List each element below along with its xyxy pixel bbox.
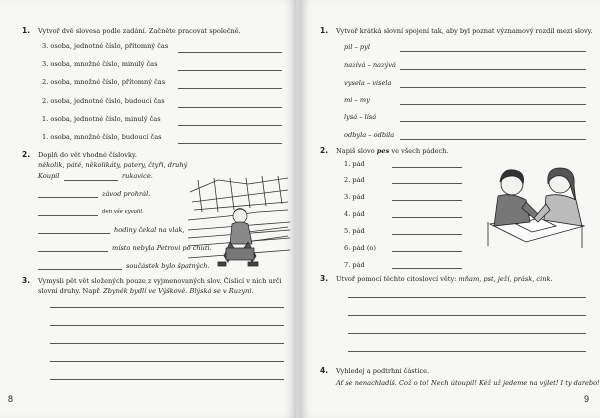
answer-line[interactable] [392, 183, 462, 184]
answer-line[interactable] [64, 180, 118, 181]
answer-line[interactable] [400, 51, 586, 52]
case-1: 1. pád [344, 160, 365, 168]
answer-line[interactable] [400, 121, 586, 122]
ex3-words: mňam, pst, ježí, prásk, cink. [458, 275, 553, 283]
answer-line[interactable] [400, 104, 586, 105]
case-2: 2. pád [344, 176, 365, 184]
right-page [300, 0, 600, 418]
answer-line[interactable] [348, 333, 586, 334]
answer-line[interactable] [178, 52, 282, 53]
answer-line[interactable] [348, 351, 586, 352]
answer-line[interactable] [392, 234, 462, 235]
ex1-item-5: 1. osoba, jednotné číslo, minulý čas [42, 115, 161, 123]
word-pair-6: odbyla – odbila [344, 131, 395, 139]
left-page [0, 0, 296, 418]
ex3-instruction-prefix: Utvoř pomocí těchto citoslovcí věty: [336, 275, 457, 283]
right-exercise-4-instruction: Vyhledej a podtrhni částice. [336, 367, 430, 375]
answer-line[interactable] [50, 307, 284, 308]
answer-line[interactable] [38, 197, 98, 198]
answer-line[interactable] [178, 70, 282, 71]
answer-line[interactable] [392, 167, 462, 168]
ex1-item-4: 2. osoba, jednotné číslo, budoucí čas [42, 97, 165, 105]
answer-line[interactable] [392, 200, 462, 201]
answer-line[interactable] [400, 87, 586, 88]
answer-line[interactable] [392, 268, 462, 269]
exercise-2-instruction: Doplň do vět vhodné číslovky. [38, 151, 137, 159]
ex2-sentence-3: den vše vyvolil. [102, 209, 144, 215]
right-exercise-4-text: Ať se nenachladíš. Což o to! Nech útoupil! Kéž už jedeme na výlet! I ty darebo! [336, 379, 600, 387]
answer-line[interactable] [392, 251, 462, 252]
page-number-left: 8 [8, 394, 14, 404]
case-3: 3. pád [344, 193, 365, 201]
exercise-3-instruction-line-2 [38, 287, 254, 295]
exercise-3-example: Zbyněk bydlí ve Výškově. Blýská se v Ruzyni. [103, 287, 254, 295]
answer-line[interactable] [400, 139, 586, 140]
right-exercise-3-number: 3. [320, 274, 329, 283]
case-5: 5. pád [344, 227, 365, 235]
page-number-right: 9 [584, 394, 590, 404]
ex2-sentence-6: součástek bylo špatných. [126, 262, 210, 270]
right-exercise-4-number: 4. [320, 366, 329, 375]
answer-line[interactable] [38, 251, 108, 252]
answer-line[interactable] [50, 325, 284, 326]
ex1-item-1: 3. osoba, jednotné číslo, přítomný čas [42, 42, 169, 50]
exercise-1-instruction: Vytvoř dvě slovesa podle zadání. Začněte pracovat společně. [38, 27, 241, 35]
case-6: 6. pád (o) [344, 244, 376, 252]
answer-line[interactable] [178, 125, 282, 126]
answer-line[interactable] [50, 361, 284, 362]
word-pair-3: vysela – visela [344, 79, 392, 87]
children-writing-illustration [486, 162, 586, 248]
word-pair-1: pil – pyl [344, 43, 370, 51]
ex1-item-6: 1. osoba, množné číslo, budoucí čas [42, 133, 162, 141]
ex2-instruction-prefix: Napiš slovo [336, 147, 375, 155]
answer-line[interactable] [178, 143, 282, 144]
ex2-sentence-5: místo nebyla Petrovi po chuti. [112, 244, 212, 252]
ex1-item-3: 2. osoba, množné číslo, přítomný čas [42, 78, 166, 86]
exercise-2-options: několik, páté, několikáty, patery, čtyři, druhý [38, 161, 188, 169]
ex2-sentence-4: hodiny čekal na vlak, [114, 226, 185, 234]
answer-line[interactable] [178, 88, 282, 89]
answer-line[interactable] [38, 215, 98, 216]
answer-line[interactable] [178, 107, 282, 108]
exercise-3-instruction-line-1: Vymysli pět vět složených pouze z vyjmenovaných slov. Číslicí v nich urči [38, 277, 282, 285]
ex2-sentence-start: Koupil [38, 172, 60, 180]
ex2-sentence-2: závod prohrál. [102, 190, 151, 198]
exercise-1-number: 1. [22, 26, 31, 35]
right-exercise-2-number: 2. [320, 146, 329, 155]
answer-line[interactable] [348, 315, 586, 316]
right-exercise-3-instruction [336, 275, 553, 283]
case-7: 7. pád [344, 261, 365, 269]
right-exercise-1-instruction: Vytvoř krátká slovní spojení tak, aby byl poznat významový rozdíl mezi slovy. [336, 27, 593, 35]
ex2-instruction-suffix: ve všech pádech. [391, 147, 449, 155]
case-4: 4. pád [344, 210, 365, 218]
exercise-3-example-prefix: slovní druhy. Např. [38, 287, 101, 295]
right-exercise-2-instruction [336, 147, 449, 155]
ex2-sentence-end: rukavice. [122, 172, 153, 180]
answer-line[interactable] [348, 297, 586, 298]
word-pair-4: mi – my [344, 96, 370, 104]
exercise-3-number: 3. [22, 276, 31, 285]
right-exercise-1-number: 1. [320, 26, 329, 35]
exercise-2-number: 2. [22, 150, 31, 159]
railway-boy-illustration [188, 172, 290, 272]
ex1-item-2: 3. osoba, množné číslo, minulý čas [42, 60, 158, 68]
answer-line[interactable] [400, 69, 586, 70]
answer-line[interactable] [38, 269, 122, 270]
answer-line[interactable] [392, 217, 462, 218]
answer-line[interactable] [50, 343, 284, 344]
answer-line[interactable] [50, 379, 284, 380]
word-pair-2: nazívá – nazývá [344, 61, 396, 69]
word-pair-5: lysá – lísá [344, 113, 377, 121]
ex2-word: pes [376, 147, 390, 155]
answer-line[interactable] [38, 233, 110, 234]
